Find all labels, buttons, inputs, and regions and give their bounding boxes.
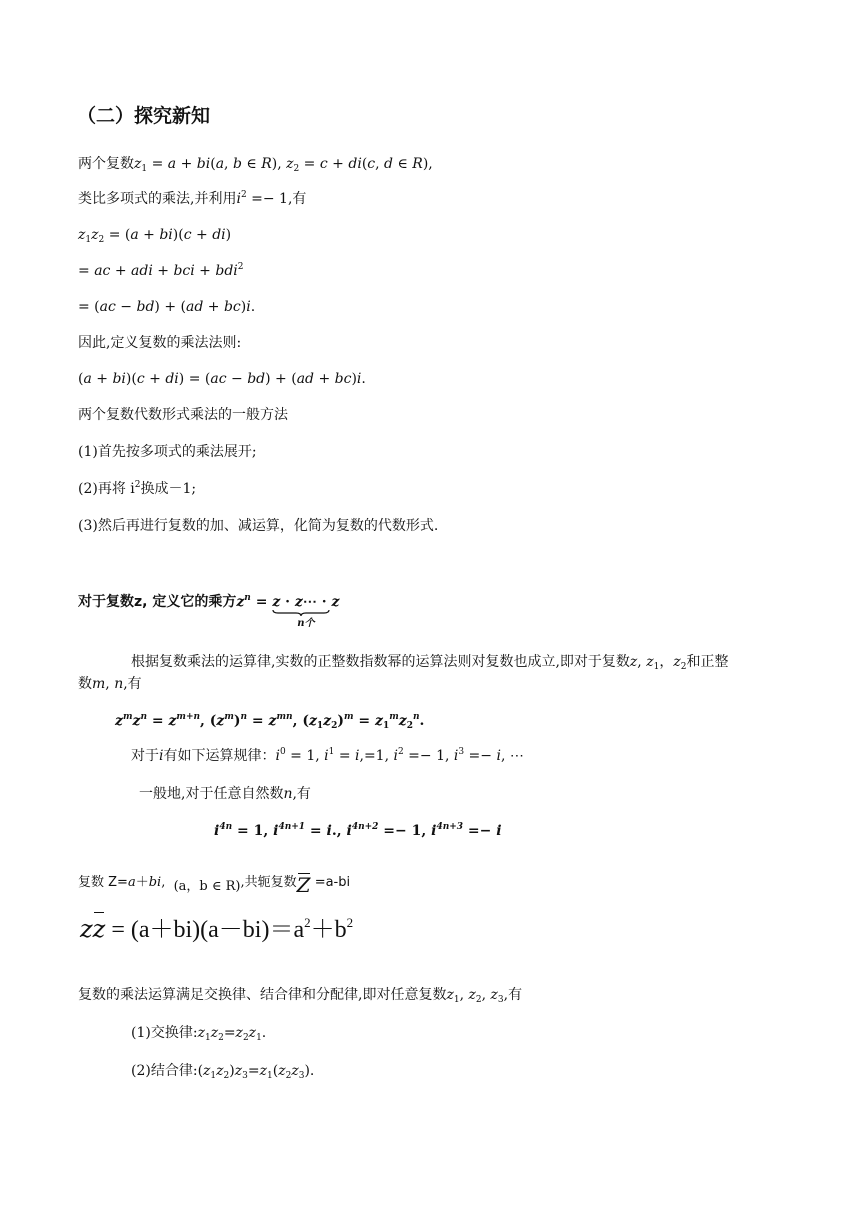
text-span: ,有 — [287, 191, 307, 207]
text-span: ,共轭复数 — [240, 875, 297, 890]
law-commutative: (1)交换律$:z_1z_2=z_2z_1$. — [131, 1025, 267, 1043]
text-span: ,有 — [503, 987, 523, 1003]
text-line-definition: 因此,定义复数的乘法法则: — [78, 335, 242, 351]
step-3: (3)然后再进行复数的加、减运算，化简为复数的代数形式. — [78, 518, 439, 534]
step-1: (1)首先按多项式的乘法展开; — [78, 444, 257, 460]
text-span: (1)交换律: — [131, 1025, 198, 1041]
conjugate-line: 复数 Z=a＋bi, (a，b ∈ R),共轭复数Z =a-bi — [78, 873, 351, 897]
power-definition: 对于复数z, 定义它的乘方$z^n = z$ · z⋯ · z n个 — [78, 592, 339, 612]
text-span: 对于 — [131, 748, 159, 764]
formula-i-powers: $i^{4n} = 1$, $i^{4n+1} = i$., $i^{4n+2} =- 1$, $i^{4n+3} =- i$ — [214, 822, 502, 839]
text-span: ,有 — [292, 786, 311, 802]
text-span: 复数 Z= — [78, 875, 128, 890]
text-line-two-complex: 两个复数$z_1 = a + bi(a$, b ∈ R), $z_2 = c + di(c$, d ∈ R), — [78, 156, 433, 174]
text-span: 类比多项式的乘法,并利用 — [78, 191, 237, 207]
paragraph-power-rules: 根据复数乘法的运算律,实数的正整数指数幂的运算法则对复数也成立,即对于复数z, $z_1$，$z_2$和正整 — [131, 654, 729, 672]
paragraph-power-rules-cont: 数m, n,有 — [78, 676, 142, 692]
law-intro: 复数的乘法运算满足交换律、结合律和分配律,即对任意复数$z_1$, $z_2$, $z_3$,有 — [78, 987, 523, 1005]
formula-line-1: $z_1z_2 = (a + bi)(c + di)$ — [78, 227, 232, 245]
i-rules: 对于i有如下运算规律：$i^0 = 1$, $i^1 = i,=1$, $i^2 =- 1$, $i^3 =- i$, ⋯ — [131, 747, 524, 764]
law-associative: (2)结合律$:(z_1z_2)z_3=z_1(z_2z_3)$. — [131, 1063, 315, 1081]
text-span: 对于复数z, 定义它的乘方 — [78, 594, 237, 610]
text-span: 一般地,对于任意自然数 — [139, 786, 284, 802]
text-span: =a-bi — [314, 875, 351, 890]
general-statement: 一般地,对于任意自然数n,有 — [139, 786, 311, 802]
text-span: (2)结合律: — [131, 1063, 198, 1079]
text-span: 有如下运算规律： — [163, 748, 276, 764]
text-span: (2)再将 i — [78, 481, 135, 497]
text-span: 换成－1; — [140, 481, 197, 497]
text-span: ,有 — [123, 676, 142, 692]
text-span: 数 — [78, 676, 92, 692]
step-2: (2)再将 $i^2$换成－1; — [78, 480, 197, 497]
text-span: 两个复数 — [78, 156, 134, 172]
text-span: 根据复数乘法的运算律,实数的正整数指数幂的运算法则对复数也成立,即对于复数 — [131, 654, 630, 670]
formula-exponent-laws: $z^mz^n = z^{m+n}$, $(z^m)^n = z^{mn}$, $(z_1z_2)^m = z_1^mz_2^n$. — [115, 712, 425, 731]
formula-conjugate-product: zz = $(a+bi)(a-bi)=a^2+b^2$ — [80, 915, 354, 943]
text-line-analogy: 类比多项式的乘法,并利用$i^2 =- 1$,有 — [78, 190, 307, 207]
formula-line-3: = (ac − bd) + (ad + bc)i. — [78, 299, 256, 315]
formula-multiplication-rule: (a + bi)(c + di) = (ac − bd) + (ad + bc)i. — [78, 371, 366, 387]
text-line-general-method: 两个复数代数形式乘法的一般方法 — [78, 407, 288, 423]
section-heading: （二）探究新知 — [77, 105, 211, 127]
brace-label: n个 — [297, 618, 315, 629]
underbrace: z · z⋯ · z n个 — [272, 592, 339, 612]
text-span: 复数的乘法运算满足交换律、结合律和分配律,即对任意复数 — [78, 987, 447, 1003]
formula-line-2: = ac + adi + bci + bdi$^2$ — [78, 262, 244, 279]
text-span: 和正整 — [686, 654, 729, 670]
